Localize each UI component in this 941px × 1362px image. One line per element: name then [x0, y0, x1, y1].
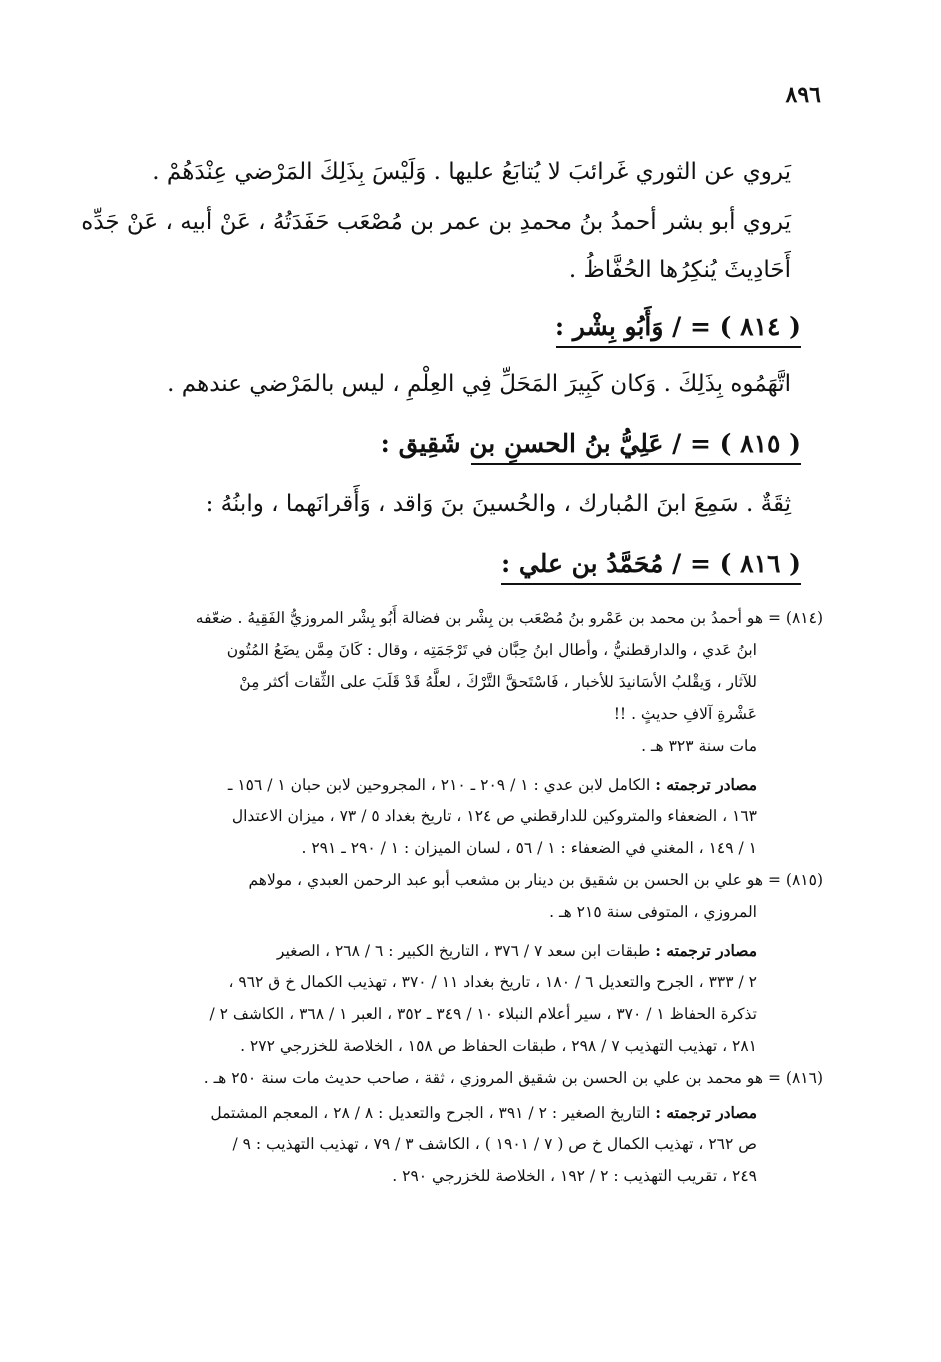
body-line: يَروي أبو بشر أحمدُ بنُ محمدِ بن عمر بن مُصْعَب حَفَدَتُهُ ، عَنْ أبيه ، عَنْ جَدِّه: [81, 209, 791, 235]
footnote-line: (٨١٦) = هو محمد بن علي بن الحسن بن شقيق المروزي ، ثقة ، صاحب حديث مات سنة ٢٥٠ هـ .: [203, 1069, 823, 1087]
entry-heading-815: ( ٨١٥ ) = / عَلِيُّ بنُ الحسنِ بن شَقِيق :: [380, 429, 801, 458]
body-line: أَحَادِيثَ يُنكِرُها الحُفَّاظُ .: [568, 257, 791, 283]
heading-underline: [471, 463, 801, 465]
footnote-line: ١ / ١٤٩ ، المغني في الضعفاء : ١ / ٥٦ ، لسان الميزان : ١ / ٢٩٠ ـ ٢٩١ .: [301, 839, 757, 857]
heading-underline: [556, 346, 801, 348]
sources-text: طبقات ابن سعد ٧ / ٣٧٦ ، التاريخ الكبير : ٦ / ٢٦٨ ، الصغير: [276, 942, 656, 960]
footnote-line: ص ٢٦٢ ، تهذيب الكمال خ ص ( ٧ / ١٩٠١ ) ، الكاشف ٣ / ٧٩ ، تهذيب التهذيب : ٩ /: [232, 1135, 757, 1153]
heading-underline: [501, 583, 801, 585]
entry-heading-814: ( ٨١٤ ) = / وَأَبُو بِشْر :: [554, 312, 801, 341]
sources-text: الكامل لابن عدي : ١ / ٢٠٩ ـ ٢١٠ ، المجروحين لابن حبان ١ / ١٥٦ ـ: [227, 776, 656, 794]
footnote-sources-line: [210, 1097, 757, 1130]
footnote-line: ٢٨١ ، تهذيب التهذيب ٧ / ٢٩٨ ، طبقات الحفاظ ص ١٥٨ ، الخلاصة للخزرجي ٢٧٢ .: [240, 1037, 757, 1055]
body-line: يَروي عن الثوري غَرائبَ لا يُتابَعُ عليها . وَلَيْسَ بِذَلِكَ المَرْضي عِنْدَهُمْ .: [152, 159, 791, 185]
footnote-line: ٢٤٩ ، تقريب التهذيب : ٢ / ١٩٢ ، الخلاصة للخزرجي ٢٩٠ .: [392, 1167, 757, 1185]
footnote-line: تذكرة الحفاظ ١ / ٣٧٠ ، سير أعلام النبلاء ١٠ / ٣٤٩ ـ ٣٥٢ ، العبر ١ / ٣٦٨ ، الكاشف ٢ /: [209, 1005, 757, 1023]
sources-text: التاريخ الصغير : ٢ / ٣٩١ ، الجرح والتعديل : ٨ / ٢٨ ، المعجم المشتمل: [210, 1104, 656, 1122]
footnote-line: (٨١٤) = هو أحمدُ بن محمد بن عَمْرو بنُ مُصْعَب بن بِشْر بن فضالة أَبُو بِشْر المروزيُّ الفَقِيهُ . ضعّفه: [195, 609, 823, 627]
sources-label: مصادر ترجمته :: [655, 941, 757, 960]
footnote-line: مات سنة ٣٢٣ هـ .: [641, 737, 757, 755]
footnote-line: (٨١٥) = هو علي بن الحسن بن شقيق بن دينار بن مشعب أبو عبد الرحمن العبدي ، مولاهم: [248, 871, 823, 889]
sources-label: مصادر ترجمته :: [655, 1103, 757, 1122]
footnote-line: المروزي ، المتوفى سنة ٢١٥ هـ .: [549, 903, 757, 921]
footnote-line: ابنُ عَدي ، والدارقطنيُّ ، وأطال ابنُ حِبَّان في تَرْجَمَتِه ، وقال : كَانَ مِمَّن يضَعُ المُتُون: [226, 641, 757, 659]
footnote-line: ٢ / ٣٣٣ ، الجرح والتعديل ٦ / ١٨٠ ، تاريخ بغداد ١١ / ٣٧٠ ، تهذيب الكمال خ ق ٩٦٢ ،: [228, 973, 757, 991]
entry-text-815: ثِقَةٌ . سَمِعَ ابنَ المُبارك ، والحُسينَ بنَ وَاقد ، وَأَقرانَهما ، وابنُهُ :: [205, 491, 791, 517]
entry-heading-816: ( ٨١٦ ) = / مُحَمَّدُ بن علي :: [500, 549, 801, 578]
entry-text-814: اتَّهَمُوه بِذَلِكَ . وَكان كَبِيرَ المَحَلِّ فِي العِلْمِ ، ليس بالمَرْضي عندهم .: [167, 371, 791, 397]
page-number: ٨٩٦: [785, 82, 821, 108]
sources-label: مصادر ترجمته :: [655, 775, 757, 794]
footnote-line: للآثار ، وَيقْلبُ الأسَانيدَ للأخبار ، فَاسْتَحقَّ التَّرْكَ ، لعلَّهُ قَدْ قَلَبَ على الثِّقات أكثر مِنْ: [239, 673, 757, 691]
footnote-sources-line: [277, 935, 757, 968]
footnote-line: ١٦٣ ، الضعفاء والمتروكين للدارقطني ص ١٢٤ ، تاريخ بغداد ٥ / ٧٣ ، ميزان الاعتدال: [231, 807, 757, 825]
footnote-line: عَشْرةِ آلافِ حديثٍ . !!: [613, 705, 757, 723]
footnote-sources-line: [228, 769, 757, 802]
